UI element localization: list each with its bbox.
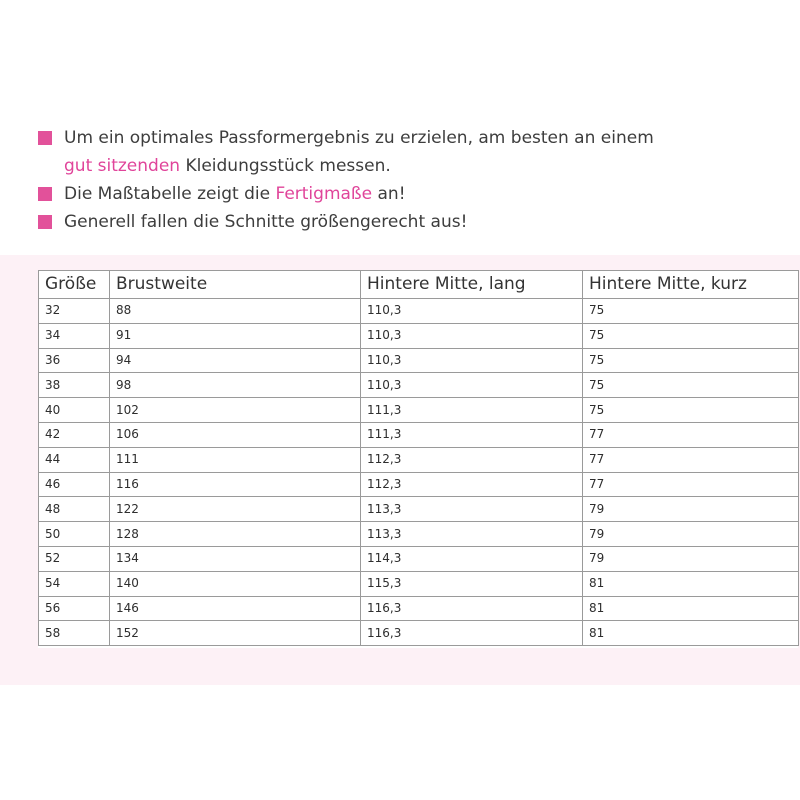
cell-back-long: 110,3 <box>361 299 583 324</box>
cell-back-short: 81 <box>583 571 799 596</box>
cell-size: 52 <box>39 546 110 571</box>
cell-back-long: 114,3 <box>361 546 583 571</box>
cell-back-long: 113,3 <box>361 497 583 522</box>
cell-chest: 134 <box>110 546 361 571</box>
table-row <box>39 571 799 596</box>
cell-back-short: 81 <box>583 621 799 646</box>
note-item <box>38 180 778 208</box>
cell-back-long: 116,3 <box>361 621 583 646</box>
cell-back-long: 115,3 <box>361 571 583 596</box>
table-row <box>39 348 799 373</box>
cell-size: 46 <box>39 472 110 497</box>
cell-back-long: 112,3 <box>361 447 583 472</box>
note-text: Kleidungsstück messen. <box>180 156 391 176</box>
note-text: Die Maßtabelle zeigt die <box>64 184 276 204</box>
cell-back-short: 75 <box>583 348 799 373</box>
size-table-container <box>38 270 798 648</box>
note-item <box>38 208 778 236</box>
cell-back-long: 110,3 <box>361 323 583 348</box>
table-row <box>39 522 799 547</box>
cell-size: 50 <box>39 522 110 547</box>
cell-chest: 106 <box>110 422 361 447</box>
cell-back-long: 112,3 <box>361 472 583 497</box>
cell-chest: 122 <box>110 497 361 522</box>
cell-chest: 140 <box>110 571 361 596</box>
cell-chest: 94 <box>110 348 361 373</box>
table-row <box>39 546 799 571</box>
table-row <box>39 472 799 497</box>
cell-size: 40 <box>39 398 110 423</box>
cell-back-short: 75 <box>583 323 799 348</box>
size-table <box>38 270 799 646</box>
table-row <box>39 299 799 324</box>
cell-back-long: 110,3 <box>361 348 583 373</box>
note-highlight: Fertigmaße <box>275 184 373 204</box>
cell-back-short: 77 <box>583 472 799 497</box>
table-row <box>39 497 799 522</box>
note-line2 <box>64 152 778 180</box>
cell-chest: 146 <box>110 596 361 621</box>
cell-back-short: 75 <box>583 373 799 398</box>
cell-size: 44 <box>39 447 110 472</box>
cell-chest: 128 <box>110 522 361 547</box>
table-row <box>39 596 799 621</box>
cell-size: 32 <box>39 299 110 324</box>
cell-size: 48 <box>39 497 110 522</box>
table-row <box>39 422 799 447</box>
table-body <box>39 299 799 646</box>
header-back-short: Hintere Mitte, kurz <box>583 271 799 299</box>
cell-size: 38 <box>39 373 110 398</box>
note-text: an! <box>372 184 406 204</box>
cell-size: 36 <box>39 348 110 373</box>
note-highlight: gut sitzenden <box>64 156 181 176</box>
note-text: Generell fallen die Schnitte größengerecht aus! <box>64 212 468 232</box>
cell-chest: 91 <box>110 323 361 348</box>
cell-chest: 111 <box>110 447 361 472</box>
table-row <box>39 398 799 423</box>
cell-chest: 88 <box>110 299 361 324</box>
header-size: Größe <box>39 271 110 299</box>
notes-list <box>38 124 778 236</box>
cell-back-short: 79 <box>583 522 799 547</box>
cell-size: 42 <box>39 422 110 447</box>
cell-size: 56 <box>39 596 110 621</box>
cell-chest: 102 <box>110 398 361 423</box>
pink-square-bullet-icon <box>38 131 52 145</box>
cell-back-short: 75 <box>583 398 799 423</box>
note-item <box>38 124 778 180</box>
table-row <box>39 621 799 646</box>
cell-back-short: 77 <box>583 447 799 472</box>
cell-back-long: 116,3 <box>361 596 583 621</box>
table-row <box>39 323 799 348</box>
cell-back-long: 113,3 <box>361 522 583 547</box>
cell-back-long: 111,3 <box>361 422 583 447</box>
header-chest: Brustweite <box>110 271 361 299</box>
table-row <box>39 373 799 398</box>
pink-square-bullet-icon <box>38 187 52 201</box>
cell-size: 54 <box>39 571 110 596</box>
note-text: Um ein optimales Passformergebnis zu erzielen, am besten an einem <box>64 128 654 148</box>
table-header-row <box>39 271 799 299</box>
cell-back-short: 77 <box>583 422 799 447</box>
cell-back-short: 75 <box>583 299 799 324</box>
cell-back-long: 111,3 <box>361 398 583 423</box>
cell-back-short: 81 <box>583 596 799 621</box>
cell-back-long: 110,3 <box>361 373 583 398</box>
pink-square-bullet-icon <box>38 215 52 229</box>
table-row <box>39 447 799 472</box>
cell-chest: 98 <box>110 373 361 398</box>
cell-back-short: 79 <box>583 497 799 522</box>
cell-chest: 152 <box>110 621 361 646</box>
cell-size: 34 <box>39 323 110 348</box>
cell-size: 58 <box>39 621 110 646</box>
cell-back-short: 79 <box>583 546 799 571</box>
header-back-long: Hintere Mitte, lang <box>361 271 583 299</box>
cell-chest: 116 <box>110 472 361 497</box>
